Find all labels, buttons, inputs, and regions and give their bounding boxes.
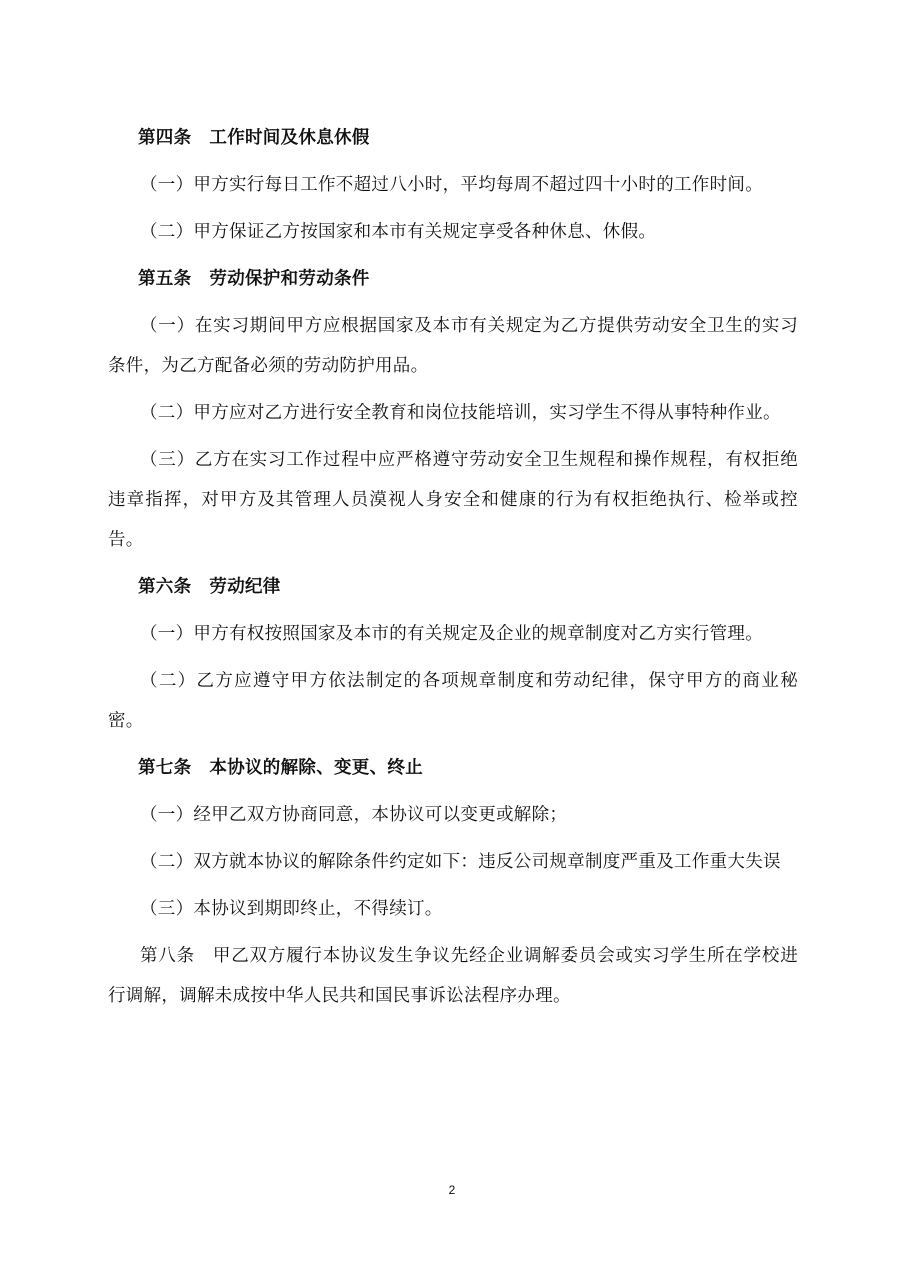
- article-5-heading: [108, 259, 798, 299]
- article-4-heading: [108, 118, 798, 158]
- article-5-label: 第五条: [138, 269, 192, 289]
- article-6-label: 第六条: [138, 577, 192, 597]
- article-4-label: 第四条: [138, 128, 192, 148]
- article-7-label: 第七条: [138, 758, 192, 778]
- article-7-paragraph-2: （二）双方就本协议的解除条件约定如下：违反公司规章制度严重及工作重大失误: [140, 852, 781, 872]
- article-5-paragraph-3: （三）乙方在实习工作过程中应严格遵守劳动安全卫生规程和操作规程，有权拒绝违章指挥，对甲方及其管理人员漠视人身安全和健康的行为有权拒绝执行、检举或控告。: [108, 450, 798, 550]
- article-4-title: 工作时间及休息休假: [209, 128, 370, 148]
- article-6-heading: [108, 567, 798, 607]
- article-8-text: 甲乙双方履行本协议发生争议先经企业调解委员会或实习学生所在学校进行调解，调解未成按中华人民共和国民事诉讼法程序办理。: [108, 946, 798, 1006]
- article-4-paragraph-2: （二）甲方保证乙方按国家和本市有关规定享受各种休息、休假。: [140, 222, 657, 242]
- article-7-heading: [108, 748, 798, 788]
- article-7-title: 本协议的解除、变更、终止: [209, 758, 424, 778]
- article-5-paragraph-2: （二）甲方应对乙方进行安全教育和岗位技能培训，实习学生不得从事特种作业。: [140, 403, 781, 423]
- article-5-paragraph-1: （一）在实习期间甲方应根据国家及本市有关规定为乙方提供劳动安全卫生的实习条件，为乙方配备必须的劳动防护用品。: [108, 316, 798, 376]
- article-5-title: 劳动保护和劳动条件: [209, 269, 370, 289]
- article-7-paragraph-1: （一）经甲乙双方协商同意，本协议可以变更或解除；: [140, 805, 568, 825]
- article-8-label: 第八条: [140, 946, 195, 966]
- article-7-paragraph-3: （三）本协议到期即终止，不得续订。: [140, 899, 443, 919]
- article-8-paragraph: [108, 936, 798, 1016]
- article-6-paragraph-1: （一）甲方有权按照国家及本市的有关规定及企业的规章制度对乙方实行管理。: [140, 624, 763, 644]
- article-6-paragraph-2: （二）乙方应遵守甲方依法制定的各项规章制度和劳动纪律，保守甲方的商业秘密。: [108, 671, 798, 731]
- article-4-paragraph-1: （一）甲方实行每日工作不超过八小时，平均每周不超过四十小时的工作时间。: [140, 175, 763, 195]
- article-6-title: 劳动纪律: [209, 577, 281, 597]
- page-number: 2: [448, 1183, 456, 1197]
- document-body: [108, 118, 798, 1023]
